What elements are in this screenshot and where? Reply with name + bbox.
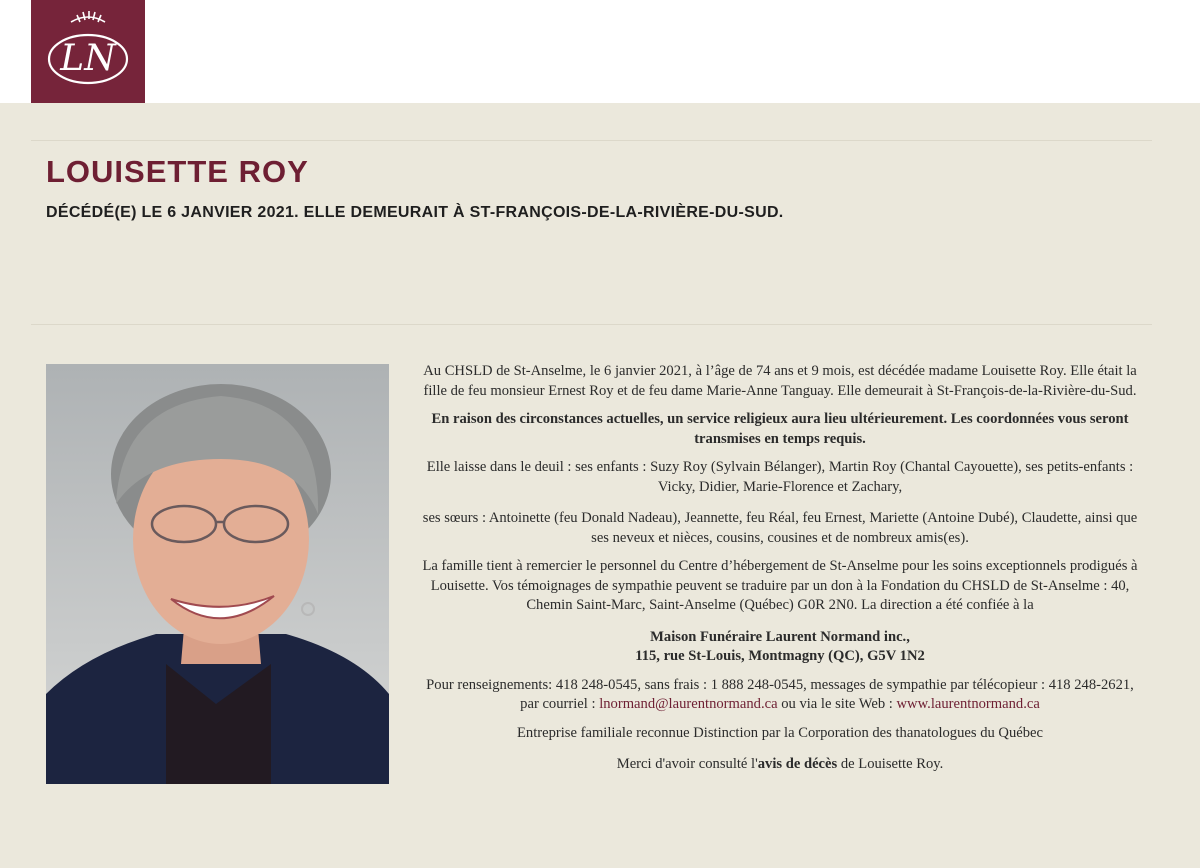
thanks-note	[420, 755, 1140, 775]
funeral-home-name: Maison Funéraire Laurent Normand inc.,	[650, 628, 910, 645]
deceased-portrait	[46, 364, 389, 784]
ln-logo-icon	[31, 0, 145, 103]
funeral-home-info	[420, 628, 1140, 667]
thanks-prefix: Merci d'avoir consulté l'	[616, 756, 758, 772]
obituary-paragraph: La famille tient à remercier le personnel du Centre d’hébergement de St-Anselme pour les soins exceptionnels prodigués à Louisette. Vos témoignages de sympathie peuvent se traduire par un don à la Fondation du CHSLD de St-Anselme : 40, Chemin Saint-Marc, Saint-Anselme (Québec) G0R 2N0. La direction a été confiée à la	[422, 558, 1138, 613]
email-link[interactable]: lnormand@laurentnormand.ca	[599, 696, 778, 712]
obituary-paragraph: ses sœurs : Antoinette (feu Donald Nadeau), Jeannette, feu Réal, feu Ernest, Mariette (Antoine Dubé), Claudette, ainsi que ses neveux et nièces, cousins, cousines et de nombreux amis(es).	[422, 510, 1138, 546]
contact-info	[420, 676, 1140, 715]
thanks-bold: avis de décès	[757, 756, 838, 772]
funeral-home-address: 115, rue St-Louis, Montmagny (QC), G5V 1N2	[635, 648, 925, 664]
obituary-paragraph: Elle laisse dans le deuil : ses enfants : Suzy Roy (Sylvain Bélanger), Martin Roy (Chantal Cayouette), ses petits-enfants : Vicky, Didier, Marie-Florence et Zachary,	[426, 459, 1134, 495]
logo[interactable]	[31, 0, 145, 103]
svg-text:LN: LN	[60, 38, 116, 79]
death-date-subtitle: DÉCÉDÉ(E) LE 6 JANVIER 2021. ELLE DEMEURAIT À ST-FRANÇOIS-DE-LA-RIVIÈRE-DU-SUD.	[46, 204, 784, 221]
header-bar	[0, 0, 1200, 103]
website-link[interactable]: www.laurentnormand.ca	[896, 696, 1040, 712]
service-notice: En raison des circonstances actuelles, un service religieux aura lieu ultérieurement. Les coordonnées vous seront transmises en temps requis.	[431, 411, 1129, 447]
thanks-suffix: de Louisette Roy.	[837, 756, 944, 772]
contact-middle: ou via le site Web :	[777, 696, 897, 712]
distinction-note: Entreprise familiale reconnue Distinction par la Corporation des thanatologues du Québec	[516, 724, 1044, 741]
divider	[31, 324, 1152, 325]
obituary-paragraph: Au CHSLD de St-Anselme, le 6 janvier 2021, à l’âge de 74 ans et 9 mois, est décédée madame Louisette Roy. Elle était la fille de feu monsieur Ernest Roy et de feu dame Marie-Anne Tanguay. Elle demeurait à St-François-de-la-Rivière-du-Sud.	[423, 363, 1137, 399]
divider	[31, 140, 1152, 141]
obituary-body	[420, 362, 1140, 784]
deceased-name: LOUISETTE ROY	[46, 154, 309, 189]
contact-prefix: Pour renseignements: 418 248-0545, sans frais : 1 888 248-0545, messages de sympathie par télécopieur : 418 248-2621, par courriel :	[426, 676, 1134, 712]
